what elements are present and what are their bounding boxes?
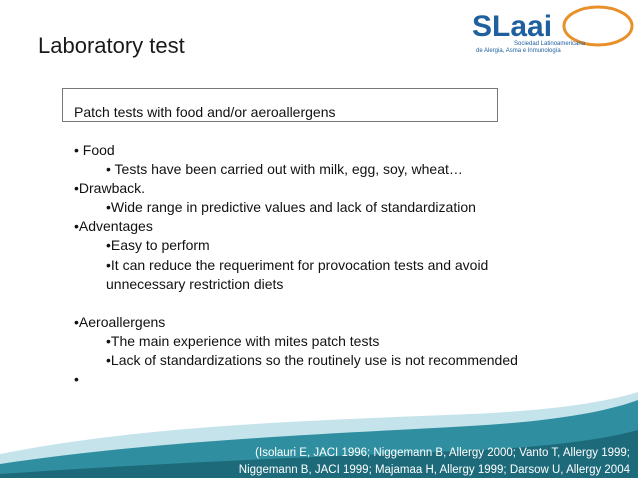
reference-line-2: Niggemann B, JACI 1999; Majamaa H, Allergy 1999; Darsow U, Allergy 2004 <box>238 464 630 476</box>
bullet-standardization: •Lack of standardizations so the routinely use is not recommended <box>106 352 518 368</box>
bullet-easy: •Easy to perform <box>106 237 210 253</box>
reference-line-1: (Isolauri E, JACI 1996; Niggemann B, Allergy 2000; Vanto T, Allergy 1999; <box>255 447 630 459</box>
bullet-drawback-detail: •Wide range in predictive values and lack of standardization <box>106 199 476 215</box>
logo-brand: SLaai <box>472 10 553 43</box>
bullet-reduce-cont: unnecessary restriction diets <box>106 276 284 292</box>
slaai-logo <box>470 4 634 56</box>
slide-title: Laboratory test <box>38 33 185 58</box>
bullet-food: • Food <box>74 142 115 158</box>
bullet-reduce: •It can reduce the requeriment for provocation tests and avoid <box>106 257 489 273</box>
logo-subtitle-1: Sociedad Latinoamericana <box>514 41 586 47</box>
references <box>239 445 630 479</box>
bullet-empty: • <box>74 371 79 387</box>
bullet-mites: •The main experience with mites patch tests <box>106 333 380 349</box>
bullet-aeroallergens: •Aeroallergens <box>74 314 166 330</box>
logo-subtitle-2: de Alergia, Asma e Inmunología <box>476 48 561 54</box>
bullet-drawback: •Drawback. <box>74 180 146 196</box>
boxed-heading-text: Patch tests with food and/or aeroallergens <box>74 104 336 120</box>
boxed-heading <box>62 88 498 122</box>
bullet-advantages: •Adventages <box>74 218 153 234</box>
bullet-food-tests: • Tests have been carried out with milk, egg, soy, wheat… <box>106 161 463 177</box>
logo-graphic <box>470 4 634 56</box>
